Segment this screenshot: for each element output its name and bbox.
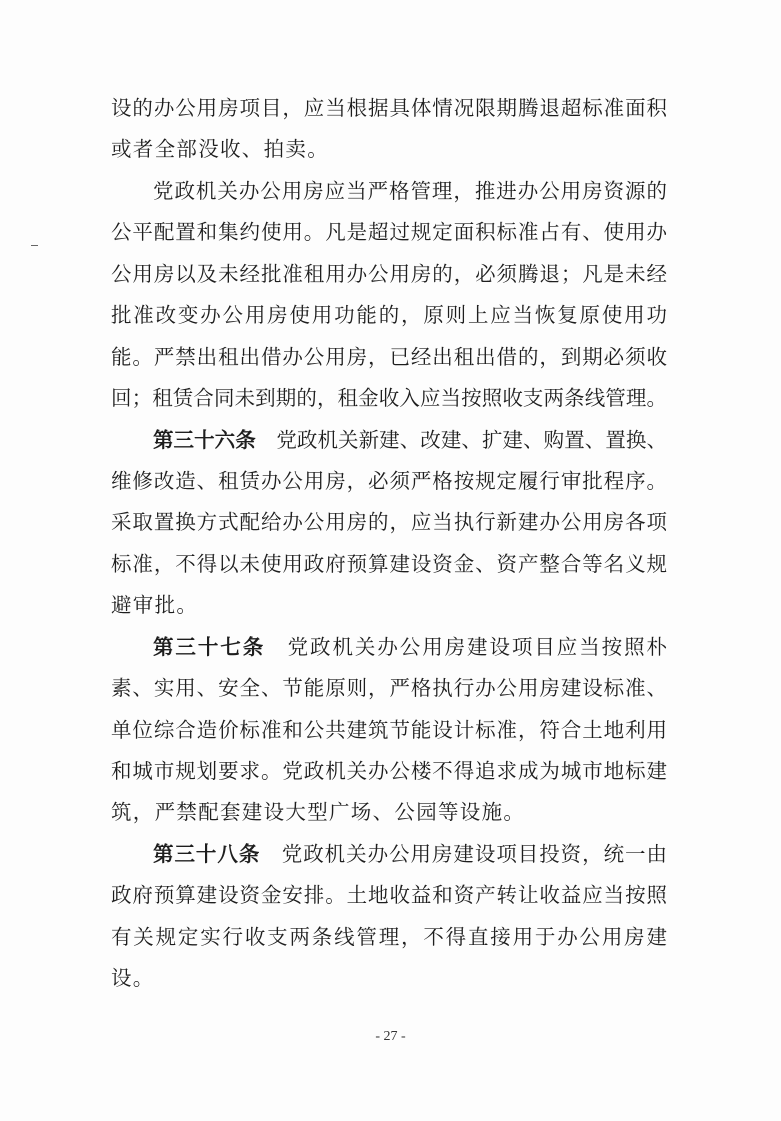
text-line: 政府预算建设资金安排。土地收益和资产转让收益应当按照	[111, 883, 667, 908]
text-line: 有关规定实行收支两条线管理，不得直接用于办公用房建	[111, 924, 667, 949]
text-line: 公用房以及未经批准租用办公用房的，必须腾退；凡是未经	[111, 261, 667, 286]
article-heading: 第三十六条	[153, 427, 256, 452]
article-36-line	[111, 420, 667, 461]
text-line: 标准，不得以未使用政府预算建设资金、资产整合等名义规	[111, 551, 667, 576]
text-line: 设的办公用房项目，应当根据具体情况限期腾退超标准面积	[111, 96, 667, 120]
article-heading: 第三十七条	[153, 634, 266, 659]
text-line: 单位综合造价标准和公共建筑节能设计标准，符合土地利用	[111, 717, 667, 742]
body-text	[111, 88, 667, 1000]
text-line: 维修改造、租赁办公用房，必须严格按规定履行审批程序。	[111, 468, 667, 493]
text-line: 避审批。	[111, 593, 199, 618]
article-38-line	[111, 834, 667, 875]
text-line: 筑，严禁配套建设大型广场、公园等设施。	[111, 800, 526, 825]
text-line: 党政机关办公用房应当严格管理，推进办公用房资源的	[153, 178, 667, 203]
scan-mark	[31, 245, 38, 246]
text-line: 批准改变办公用房使用功能的，原则上应当恢复原使用功	[111, 303, 667, 328]
text-line: 或者全部没收、拍卖。	[111, 137, 329, 162]
text-line: 党政机关办公用房建设项目应当按照朴	[285, 634, 668, 659]
text-line: 能。严禁出租出借办公用房，已经出租出借的，到期必须收	[111, 344, 667, 369]
page-number: - 27 -	[375, 1029, 406, 1044]
text-line: 回；租赁合同未到期的，租金收入应当按照收支两条线管理。	[111, 386, 667, 411]
article-heading: 第三十八条	[153, 841, 261, 866]
text-line: 和城市规划要求。党政机关办公楼不得追求成为城市地标建	[111, 759, 667, 783]
text-line: 公平配置和集约使用。凡是超过规定面积标准占有、使用办	[111, 220, 667, 245]
text-line: 党政机关新建、改建、扩建、购置、置换、	[276, 427, 667, 452]
text-line: 素、实用、安全、节能原则，严格执行办公用房建设标准、	[111, 676, 667, 701]
article-37-line	[111, 627, 667, 668]
text-line: 采取置换方式配给办公用房的，应当执行新建办公用房各项	[111, 510, 667, 535]
text-line: 设。	[111, 966, 155, 991]
text-line: 党政机关办公用房建设项目投资，统一由	[280, 841, 668, 866]
